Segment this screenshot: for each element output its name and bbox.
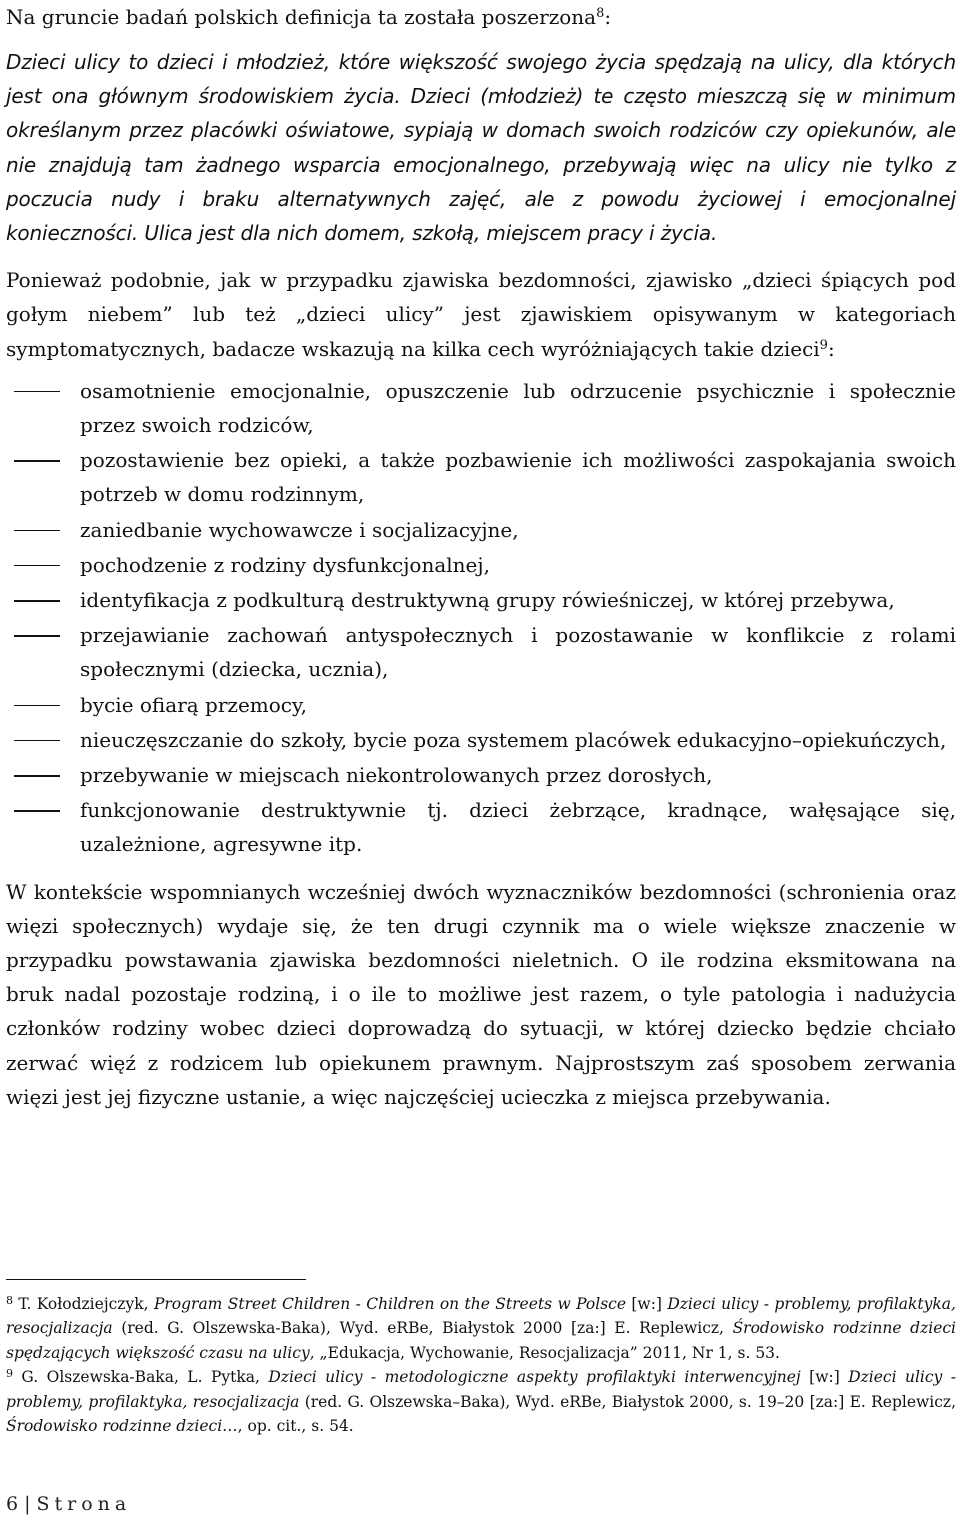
list-item	[6, 758, 956, 792]
footnote-title: Środowisko rodzinne dzieci…	[6, 1417, 238, 1436]
symptoms-paragraph	[6, 263, 956, 366]
page-number: 6	[6, 1493, 19, 1515]
list-item	[6, 723, 956, 757]
footnote-8	[6, 1292, 956, 1365]
list-item	[6, 513, 956, 547]
footnote-title: Dzieci ulicy - metodologiczne aspekty profilaktyki interwencyjnej	[268, 1368, 801, 1387]
footnote-text: [w:]	[800, 1368, 849, 1387]
list-item	[6, 618, 956, 686]
footnote-title: Dzieci ulicy - problemy, profilaktyka, resocjalizacja	[6, 1295, 956, 1338]
dash-bullet	[14, 600, 60, 602]
footnote-text: , „Edukacja, Wychowanie, Resocjalizacja” 2011, Nr 1, s. 53.	[309, 1343, 780, 1362]
list-item-text: zaniedbanie wychowawcze i socjalizacyjne,	[80, 517, 519, 542]
page-label: Strona	[36, 1493, 132, 1515]
intro-tail: :	[604, 5, 612, 29]
definition-quote: Dzieci ulicy to dzieci i młodzież, które większość swojego życia spędzają na ulicy, dla których jest ona głównym środowiskiem życia. Dzieci (młodzież) te często mieszczą się w minimum określanym przez placówki oświatowe, sypiają w domach swoich rodziców czy opiekunów, ale nie znajdują tam żadnego wsparcia emocjonalnego, przebywają więc na ulicy nie tylko z poczucia nudy i braku alternatywnych zajęć, ale z powodu życiowej i emocjonalnej konieczności. Ulica jest dla nich domem, szkołą, miejscem pracy i życia.	[6, 50, 956, 246]
dash-bullet	[14, 635, 60, 637]
footnote-title: Środowisko rodzinne dzieci spędzających większość czasu na ulicy	[6, 1319, 956, 1362]
dash-bullet	[14, 810, 60, 812]
dash-bullet	[14, 740, 60, 742]
list-item	[6, 374, 956, 442]
intro-paragraph	[6, 0, 956, 34]
dash-bullet	[14, 530, 60, 532]
list-item-text: pochodzenie z rodziny dysfunkcjonalnej,	[80, 552, 490, 577]
footnote-9	[6, 1365, 956, 1438]
footnote-text: (red. G. Olszewska–Baka), Wyd. eRBe, Białystok 2000, s. 19–20 [za:] E. Replewicz,	[299, 1392, 956, 1411]
list-item-text: osamotnienie emocjonalnie, opuszczenie lub odrzucenie psychicznie i społecznie przez swoich rodziców,	[80, 378, 956, 438]
footnote-text: , op. cit., s. 54.	[237, 1417, 354, 1436]
symptoms-tail: :	[827, 336, 835, 361]
list-item-text: bycie ofiarą przemocy,	[80, 692, 307, 717]
footnote-text: (red. G. Olszewska-Baka), Wyd. eRBe, Białystok 2000 [za:] E. Replewicz,	[112, 1319, 733, 1338]
list-item-text: identyfikacja z podkulturą destruktywną grupy rówieśniczej, w której przebywa,	[80, 588, 895, 613]
footnote-divider	[6, 1279, 306, 1280]
footnote-text: T. Kołodziejczyk,	[13, 1295, 154, 1313]
list-item-text: pozostawienie bez opieki, a także pozbawienie ich możliwości zaspokajania swoich potrzeb w domu rodzinnym,	[80, 448, 956, 507]
footnotes	[6, 1292, 956, 1438]
dash-bullet	[14, 391, 60, 393]
list-item	[6, 793, 956, 861]
dash-bullet	[14, 460, 60, 462]
list-item-text: nieuczęszczanie do szkoły, bycie poza systemem placówek edukacyjno–opiekuńczych,	[80, 727, 947, 752]
context-paragraph: W kontekście wspomnianych wcześniej dwóch wyznaczników bezdomności (schronienia oraz więzi społecznych) wydaje się, że ten drugi czynnik ma o wiele większe znaczenie w przypadku powstawania zjawiska bezdomności nieletnich. O ile rodzina eksmitowana na bruk nadal pozostaje rodziną, i o ile to możliwe jest razem, o tyle patologia i nadużycia członków rodziny wobec dzieci doprowadzą do sytuacji, w której dziecko będzie chciało zerwać więź z rodzicem lub opiekunem prawnym. Najprostszym zaś sposobem zerwania więzi jest jej fizyczne ustanie, a więc najczęściej ucieczka z miejsca przebywania.	[6, 879, 956, 1109]
footnote-text: G. Olszewska-Baka, L. Pytka,	[13, 1368, 269, 1387]
intro-text: Na gruncie badań polskich definicja ta została poszerzona	[6, 5, 597, 29]
dash-bullet	[14, 565, 60, 567]
features-list	[6, 374, 956, 862]
list-item	[6, 548, 956, 582]
footnote-title: Program Street Children - Children on the Streets w Polsce	[153, 1295, 626, 1313]
footnote-number: 8	[6, 1294, 13, 1307]
footnote-number: 9	[6, 1367, 13, 1381]
symptoms-text: Ponieważ podobnie, jak w przypadku zjawiska bezdomności, zjawisko „dzieci śpiących pod gołym niebem” lub też „dzieci ulicy” jest zjawiskiem opisywanym w kategoriach symptomatycznych, badacze wskazują na kilka cech wyróżniających takie dzieci	[6, 268, 956, 361]
list-item	[6, 688, 956, 722]
footnote-ref-8[interactable]: 8	[596, 6, 605, 21]
footnote-title: Dzieci ulicy - problemy, profilaktyka, resocjalizacja	[6, 1368, 956, 1411]
dash-bullet	[14, 775, 60, 777]
footnote-ref-9[interactable]: 9	[819, 337, 828, 353]
list-item-text: przebywanie w miejscach niekontrolowanych przez dorosłych,	[80, 763, 713, 788]
list-item-text: funkcjonowanie destruktywnie tj. dzieci żebrzące, kradnące, wałęsające się, uzależnione, agresywne itp.	[80, 798, 956, 857]
document-body	[6, 0, 956, 1114]
list-item	[6, 443, 956, 511]
list-item	[6, 583, 956, 617]
list-item-text: przejawianie zachowań antyspołecznych i pozostawanie w konflikcie z rolami społecznymi (dziecka, ucznia),	[80, 623, 956, 682]
dash-bullet	[14, 705, 60, 707]
footer-separator: |	[24, 1493, 31, 1515]
footnote-text: [w:]	[626, 1295, 668, 1313]
page-footer	[6, 1493, 131, 1515]
